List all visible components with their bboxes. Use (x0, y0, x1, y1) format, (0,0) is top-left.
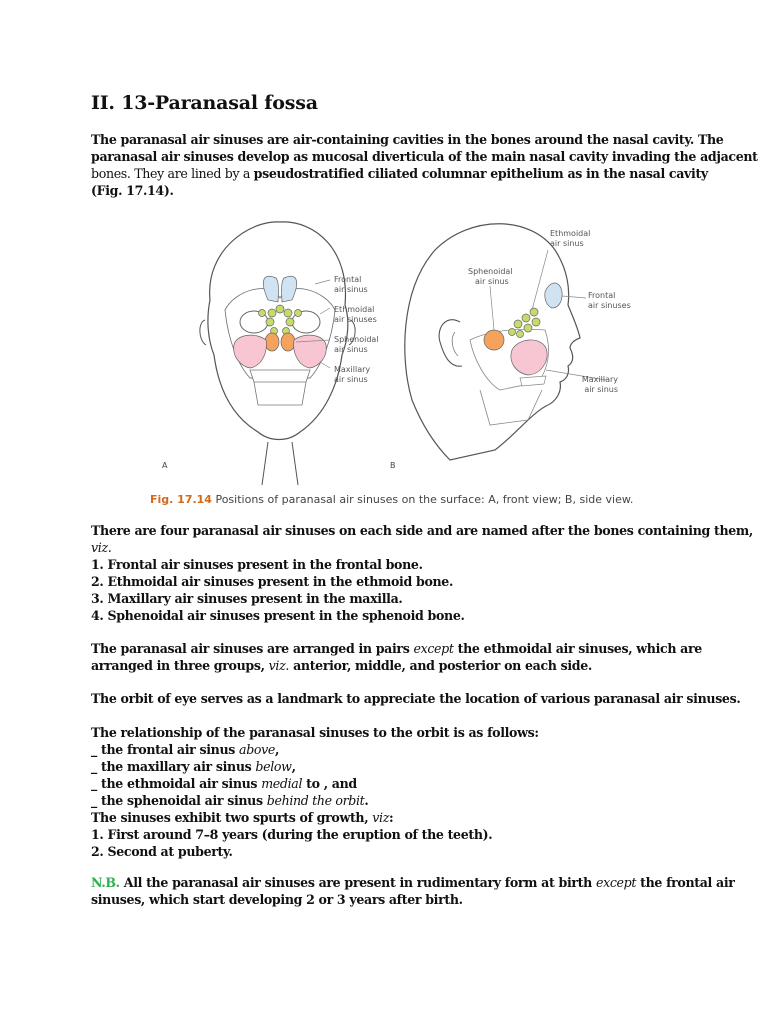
sinus-figure (150, 210, 631, 490)
sinus-list-item-rest: present in the sphenoid bone. (259, 608, 465, 623)
side-ear (439, 320, 462, 367)
label-ethmoidal-side-2: air sinus (550, 239, 584, 248)
front-sphenoidal-sinus-right (281, 333, 295, 351)
label-frontal-side-2: air sinuses (588, 301, 631, 310)
sinus-list-item (91, 607, 691, 624)
pairs-line-1-em: except (413, 641, 454, 656)
intro-line-1: The paranasal air sinuses are air-containing cavities in the bones around the nasal cavity. The (91, 132, 724, 147)
spurt-item: 1. First around 7–8 years (during the eruption of the teeth). (91, 827, 493, 842)
relationship-item-em: behind the orbit (266, 793, 365, 808)
list-intro-paragraph (91, 522, 753, 624)
svg-text:Frontalair sinus (334, 275, 368, 294)
relationship-item-post: , (291, 759, 296, 774)
sinus-list (91, 556, 691, 624)
svg-text:Maxillaryair sinus (334, 365, 370, 384)
side-frontal-sinus (545, 283, 562, 308)
front-ethmoidal-cells (259, 305, 302, 335)
pairs-line-1-post: the ethmoidal air sinuses, which are (453, 641, 702, 656)
pairs-line-2-pre: arranged in three groups, (91, 658, 269, 673)
label-maxillary-front-2: air sinus (334, 375, 368, 384)
nb-line-1 (91, 874, 735, 891)
front-skull (225, 289, 335, 378)
svg-text:Frontalair sinuses (588, 291, 631, 310)
sinus-list-item (91, 573, 691, 590)
spurts-post: : (389, 810, 394, 825)
pairs-line-2 (91, 657, 691, 674)
section-heading: II. 13-Paranasal fossa (91, 92, 318, 114)
svg-text:Sphenoidalair sinus (468, 267, 513, 286)
figure-number: Fig. 17.14 (150, 493, 212, 506)
landmark-line: The orbit of eye serves as a landmark to appreciate the location of various paranasal air sinuses. (91, 691, 741, 706)
spurts-list (91, 826, 691, 860)
epithelium-term: pseudostratified ciliated columnar epithelium (253, 166, 564, 181)
landmark-paragraph (91, 690, 741, 707)
relationship-item-pre: _ the maxillary air sinus (91, 759, 256, 774)
svg-text:Sphenoidalair sinus (334, 335, 379, 354)
intro-line-3 (91, 165, 708, 182)
label-frontal-front-2: air sinus (334, 285, 368, 294)
nb-paragraph (91, 874, 735, 908)
svg-text:Ethmoidalair sinus (550, 229, 590, 248)
figure-caption-text: Positions of paranasal air sinuses on the surface: A, front view; B, side view. (211, 493, 634, 506)
sinus-list-item-rest: present in the frontal bone. (233, 557, 423, 572)
nb-line-1-pre: All the paranasal air sinuses are present in rudimentary form at birth (119, 875, 596, 890)
side-ethmoidal-cells (509, 308, 541, 338)
side-teeth (520, 376, 546, 386)
relationship-item-post: to , and (302, 776, 357, 791)
svg-text:Ethmoidalair sinuses (334, 305, 377, 324)
label-sphenoidal-side-2: air sinus (475, 277, 509, 286)
figure-letter-b: B (390, 461, 396, 470)
relationship-item-pre: _ the sphenoidal air sinus (91, 793, 267, 808)
front-mandible (254, 382, 306, 405)
intro-paragraph (91, 131, 758, 199)
sinus-list-item (91, 556, 691, 573)
relationship-item (91, 775, 691, 792)
front-left-ear (200, 320, 206, 345)
label-maxillary-side: Maxillary (581, 375, 618, 384)
label-ethmoidal-front: Ethmoidal (334, 305, 375, 314)
spurt-item: 2. Second at puberty. (91, 844, 233, 859)
relationship-item (91, 741, 691, 758)
label-maxillary-front: Maxillary (334, 365, 371, 374)
sinus-list-item-strong: Maxillary air sinuses (107, 591, 247, 606)
nb-label: N.B. (91, 875, 120, 890)
sinus-list-item-strong: Frontal air sinuses (107, 557, 234, 572)
sinus-list-item-rest: present in the maxilla. (246, 591, 403, 606)
pairs-line-2-em: viz. (268, 658, 290, 673)
relationship-item-em: medial (261, 776, 303, 791)
svg-text:Maxillaryair sinus (582, 375, 618, 394)
sinus-list-item-num: 2. (91, 574, 108, 589)
side-ear-inner (452, 332, 458, 356)
side-view (390, 224, 631, 470)
label-sphenoidal-front-2: air sinus (334, 345, 368, 354)
relationship-item-pre: _ the ethmoidal air sinus (91, 776, 262, 791)
sinus-list-item-num: 1. (91, 557, 108, 572)
intro-line-2: paranasal air sinuses develop as mucosal diverticula of the main nasal cavity invading the adjacent (91, 149, 758, 164)
spurts-line (91, 809, 691, 826)
sinus-list-item-strong: Ethmoidal air sinuses (107, 574, 254, 589)
relationship-item-em: below (255, 759, 292, 774)
front-head-outline (208, 222, 348, 440)
relationship-item (91, 758, 691, 775)
front-maxillary-sinus-left (234, 335, 267, 368)
side-sphenoidal-sinus (484, 330, 504, 350)
relationship-paragraph (91, 724, 691, 860)
nb-line-2: sinuses, which start developing 2 or 3 years after birth. (91, 892, 463, 907)
label-ethmoidal-front-2: air sinuses (334, 315, 377, 324)
nb-line-1-post: the frontal air (636, 875, 735, 890)
figure-caption (150, 493, 633, 506)
relationship-title: The relationship of the paranasal sinuses to the orbit is as follows: (91, 725, 539, 740)
nb-line-1-em: except (595, 875, 637, 890)
side-mandible (480, 390, 542, 425)
front-frontal-sinus-left (263, 276, 278, 302)
sinus-list-item (91, 590, 691, 607)
relationship-item-em: above (239, 742, 276, 757)
side-maxillary-sinus (511, 340, 547, 375)
relationship-item-post: , (275, 742, 280, 757)
front-view (162, 222, 379, 485)
spurts-em: viz (372, 810, 390, 825)
label-maxillary-side-2: air sinus (584, 385, 618, 394)
relationship-list (91, 741, 691, 809)
intro-line-4: (Fig. 17.14). (91, 183, 174, 198)
label-frontal-side: Frontal (588, 291, 616, 300)
relationship-item-pre: _ the frontal air sinus (91, 742, 240, 757)
list-intro-line-1: There are four paranasal air sinuses on each side and are named after the bones containing them, (91, 523, 753, 538)
label-sphenoidal-side: Sphenoidal (468, 267, 513, 276)
relationship-item-post: . (364, 793, 369, 808)
pairs-line-2-post: anterior, middle, and posterior on each side. (289, 658, 592, 673)
list-intro-line-2: viz. (91, 540, 112, 555)
sinus-list-item-strong: Sphenoidal air sinuses (107, 608, 260, 623)
intro-line-3-pre: bones. They are lined by a (91, 166, 254, 181)
front-frontal-sinus-right (282, 276, 297, 302)
pairs-paragraph (91, 640, 702, 674)
pairs-line-1-pre: The paranasal air sinuses are arranged in pairs (91, 641, 414, 656)
front-sphenoidal-sinus-left (265, 333, 279, 351)
front-neck (262, 442, 298, 485)
label-ethmoidal-side: Ethmoidal (550, 229, 591, 238)
sinus-list-item-num: 3. (91, 591, 108, 606)
spurts-pre: The sinuses exhibit two spurts of growth, (91, 810, 373, 825)
label-frontal-front: Frontal (334, 275, 362, 284)
sinus-list-item-rest: present in the ethmoid bone. (253, 574, 453, 589)
label-sphenoidal-front: Sphenoidal (334, 335, 379, 344)
sinus-list-item-num: 4. (91, 608, 108, 623)
front-teeth (250, 370, 310, 382)
figure-letter-a: A (162, 461, 168, 470)
pairs-line-1 (91, 640, 702, 657)
intro-line-3-post: as in the nasal cavity (563, 166, 708, 181)
relationship-item (91, 792, 691, 809)
